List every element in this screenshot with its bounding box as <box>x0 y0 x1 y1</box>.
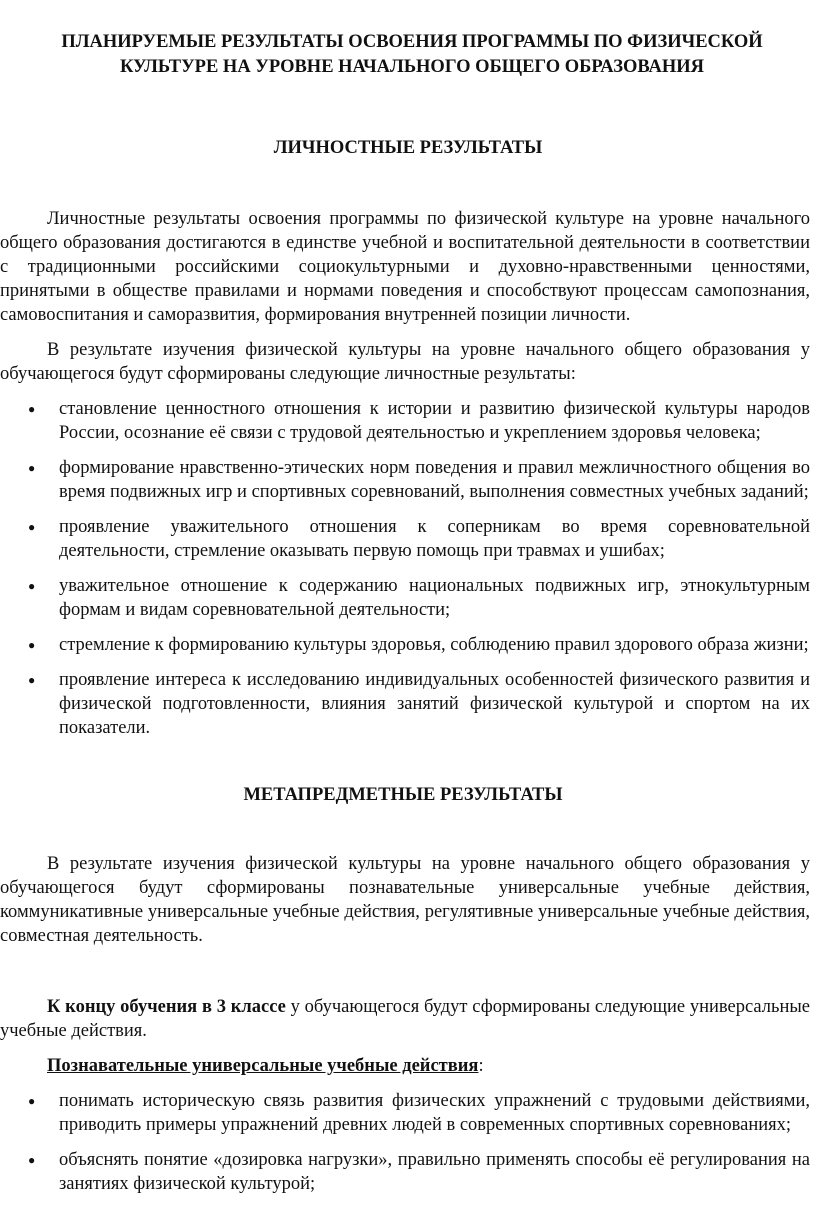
meta-results-heading: МЕТАПРЕДМЕТНЫЕ РЕЗУЛЬТАТЫ <box>243 785 563 805</box>
personal-paragraph-1: Личностные результаты освоения программы по физической культуре на уровне начального общего образования достигаются в единстве учебной и воспитательной деятельности в соответствии с традиционными российскими социокультурными и духовно-нравственными ценностями, принятыми в обществе правилами и нормами поведения и способствуют процессам самопознания, самовоспитания и саморазвития, формирования внутренней позиции личности. <box>0 209 810 325</box>
bullet-icon: ● <box>28 461 36 475</box>
bullet-icon: ● <box>28 520 36 534</box>
list-item: ● объяснять понятие «дозировка нагрузки», правильно применять способы её регулирования на занятиях физической культурой; <box>28 1150 810 1194</box>
grade-paragraph <box>0 995 810 1043</box>
grade-rest-text: у обучающегося будут сформированы следующие универсальные учебные действия. <box>0 997 810 1041</box>
bullet-icon: ● <box>28 673 36 687</box>
list-item: ● формирование нравственно-этических норм поведения и правил межличностного общения во время подвижных игр и спортивных соревнований, выполнения совместных учебных заданий; <box>28 458 810 502</box>
personal-results-heading: ЛИЧНОСТНЫЕ РЕЗУЛЬТАТЫ <box>273 138 543 158</box>
cognitive-heading-colon: : <box>478 1056 484 1076</box>
bullet-icon: ● <box>28 1094 36 1108</box>
bullet-icon: ● <box>28 638 36 652</box>
title-line-1: ПЛАНИРУЕМЫЕ РЕЗУЛЬТАТЫ ОСВОЕНИЯ ПРОГРАММЫ ПО ФИЗИЧЕСКОЙ <box>61 32 763 52</box>
list-item: ● проявление уважительного отношения к соперникам во время соревновательной деятельности, стремление оказывать первую помощь при травмах и ушибах; <box>28 517 810 561</box>
bullet-icon: ● <box>28 579 36 593</box>
cognitive-heading-paragraph <box>0 1054 810 1078</box>
list-item: ● уважительное отношение к содержанию национальных подвижных игр, этнокультурным формам и видам соревновательной деятельности; <box>28 576 810 620</box>
list-item: ● становление ценностного отношения к истории и развитию физической культуры народов России, осознание её связи с трудовой деятельностью и укреплением здоровья человека; <box>28 399 810 443</box>
meta-paragraph-1: В результате изучения физической культуры на уровне начального общего образования у обучающегося будут сформированы познавательные универсальные учебные действия, коммуникативные универсальные учебные действия, регулятивные универсальные учебные действия, совместная деятельность. <box>0 854 810 946</box>
list-item: ● стремление к формированию культуры здоровья, соблюдению правил здорового образа жизни; <box>28 635 809 655</box>
document-title <box>14 30 810 80</box>
list-item: ● понимать историческую связь развития физических упражнений с трудовыми действиями, приводить примеры упражнений древних людей в современных спортивных соревнованиях; <box>28 1091 810 1135</box>
title-line-2: КУЛЬТУРЕ НА УРОВНЕ НАЧАЛЬНОГО ОБЩЕГО ОБРАЗОВАНИЯ <box>119 57 705 77</box>
list-item: ● проявление интереса к исследованию индивидуальных особенностей физического развития и физической подготовленности, влияния занятий физической культурой и спортом на их показатели. <box>28 670 810 738</box>
bullet-icon: ● <box>28 402 36 416</box>
personal-paragraph-2: В результате изучения физической культуры на уровне начального общего образования у обучающегося будут сформированы следующие личностные результаты: <box>0 340 810 384</box>
bullet-icon: ● <box>28 1153 36 1167</box>
grade-bold-text: К концу обучения в 3 классе <box>47 997 286 1017</box>
cognitive-heading: Познавательные универсальные учебные действия <box>47 1056 479 1076</box>
cognitive-actions-list <box>0 1089 810 1196</box>
personal-results-list <box>0 397 810 740</box>
